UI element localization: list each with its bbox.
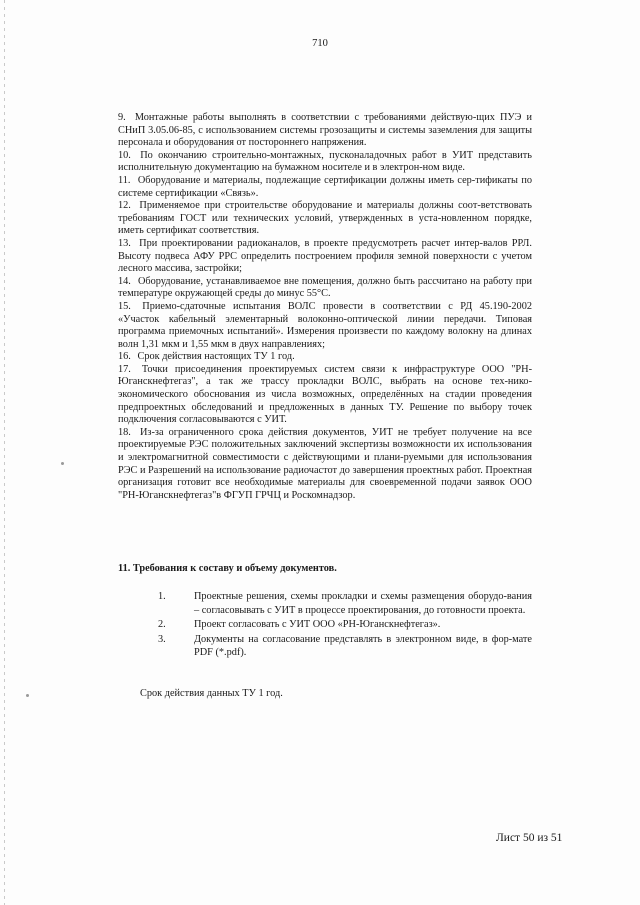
item-number: 10. [118, 149, 131, 161]
list-item-number: 1. [158, 591, 166, 602]
requirement-item [118, 364, 532, 427]
item-number: 16. [118, 351, 131, 363]
requirements-body [118, 112, 532, 502]
item-number: 9. [118, 112, 126, 123]
item-text: При проектировании радиоканалов, в проекте предусмотреть расчет интер-валов РРЛ. Высоту подвеса АФУ РРС определить построением профиля земной поверхности с учетом лесного массива, застройки; [118, 237, 532, 275]
item-text: Срок действия настоящих ТУ 1 год. [137, 351, 295, 363]
item-number: 17. [118, 363, 131, 375]
list-item-text: Проект согласовать с УИТ ООО «РН-Юганскнефтегаз». [194, 619, 441, 631]
item-text: По окончанию строительно-монтажных, пусконаладочных работ в УИТ представить исполнительную документацию на бумажном носителе и в электрон-ном виде. [118, 149, 532, 174]
requirement-item [118, 175, 532, 200]
list-item-text: Проектные решения, схемы прокладки и схемы размещения оборудо-вания – согласовывать с УИТ в процессе проектирования, до готовности проекта. [194, 591, 532, 616]
item-text: Точки присоединения проектируемых систем связи к инфраструктуре ООО "РН-Юганскнефтегаз", а так же трассу прокладки ВОЛС, выбрать на основе тех-нико-экономического обоснования из числа возможных, определённых на стадии проведения предпроектных обследований и предложенных в данных ТУ. Решение по выбору точек подключения согласовываются с УИТ. [118, 363, 532, 426]
item-number: 13. [118, 237, 131, 249]
scan-speck [61, 462, 64, 465]
item-text: Из-за ограниченного срока действия документов, УИТ не требует получение на все проектируемые РЭС положительных заключений экспертизы возможности их использования и электромагнитной совместимости с действующими и плани-руемыми для использования РЭС и Разрешений на использование радиочастот до завершения проектных работ. Проектная организация готовит все необходимые материалы для своевременной подачи заявок ООО "РН-Юганскнефтегаз"в ФГУП ГРЧЦ и Роскомнадзор. [118, 426, 532, 501]
scan-edge [4, 0, 5, 905]
list-item-text: Документы на согласование представлять в электронном виде, в фор-мате PDF (*.pdf). [194, 633, 532, 659]
requirement-item [118, 427, 532, 503]
list-item-number: 3. [158, 633, 166, 645]
item-text: Оборудование, устанавливаемое вне помещения, должно быть рассчитано на работу при температуре окружающей среды до минус 55°С. [118, 275, 533, 300]
item-number: 14. [118, 275, 131, 287]
page-number: 710 [312, 38, 328, 49]
requirement-item [118, 200, 532, 238]
item-text: Оборудование и материалы, подлежащие сертификации должны иметь сер-тификаты по системе сертификации «Связь». [118, 174, 532, 199]
sheet-footer: Лист 50 из 51 [496, 832, 563, 844]
requirement-item [118, 301, 532, 351]
item-text: Применяемое при строительстве оборудование и материалы должны соот-ветствовать требованиям ГОСТ или технических условий, утвержденных в уста-новленном порядке, иметь сертификат соответствия. [118, 200, 532, 237]
list-item [138, 633, 532, 660]
documents-list [138, 590, 532, 661]
item-number: 18. [118, 426, 131, 438]
item-number: 11. [118, 174, 131, 186]
requirement-item [118, 276, 532, 301]
item-text: Монтажные работы выполнять в соответствии с требованиями действую-щих ПУЭ и СНиП 3.05.06-85, с использованием системы грозозащиты и системы заземления для защиты персонала и оборудования от постороннего напряжения. [118, 112, 532, 149]
item-number: 15. [118, 300, 131, 312]
item-text: Приемо-сдаточные испытания ВОЛС провести в соответствии с РД 45.190-2002 «Участок кабельный элементарный волоконно-оптической линии передачи. Типовая программа приемочных испытаний». Измерения произвести по каждому волокну на длинах волн 1,31 мкм и 1,55 мкм в двух направлениях; [118, 300, 532, 350]
requirement-item [118, 351, 532, 364]
validity-note: Срок действия данных ТУ 1 год. [140, 688, 283, 699]
scan-speck [26, 694, 29, 697]
requirement-item [118, 112, 532, 150]
item-number: 12. [118, 200, 131, 212]
list-item-number: 2. [158, 619, 166, 631]
list-item [138, 618, 532, 632]
section-title: 11. Требования к составу и объему документов. [118, 563, 337, 574]
list-item [138, 590, 532, 617]
requirement-item [118, 238, 532, 276]
requirement-item [118, 150, 532, 175]
